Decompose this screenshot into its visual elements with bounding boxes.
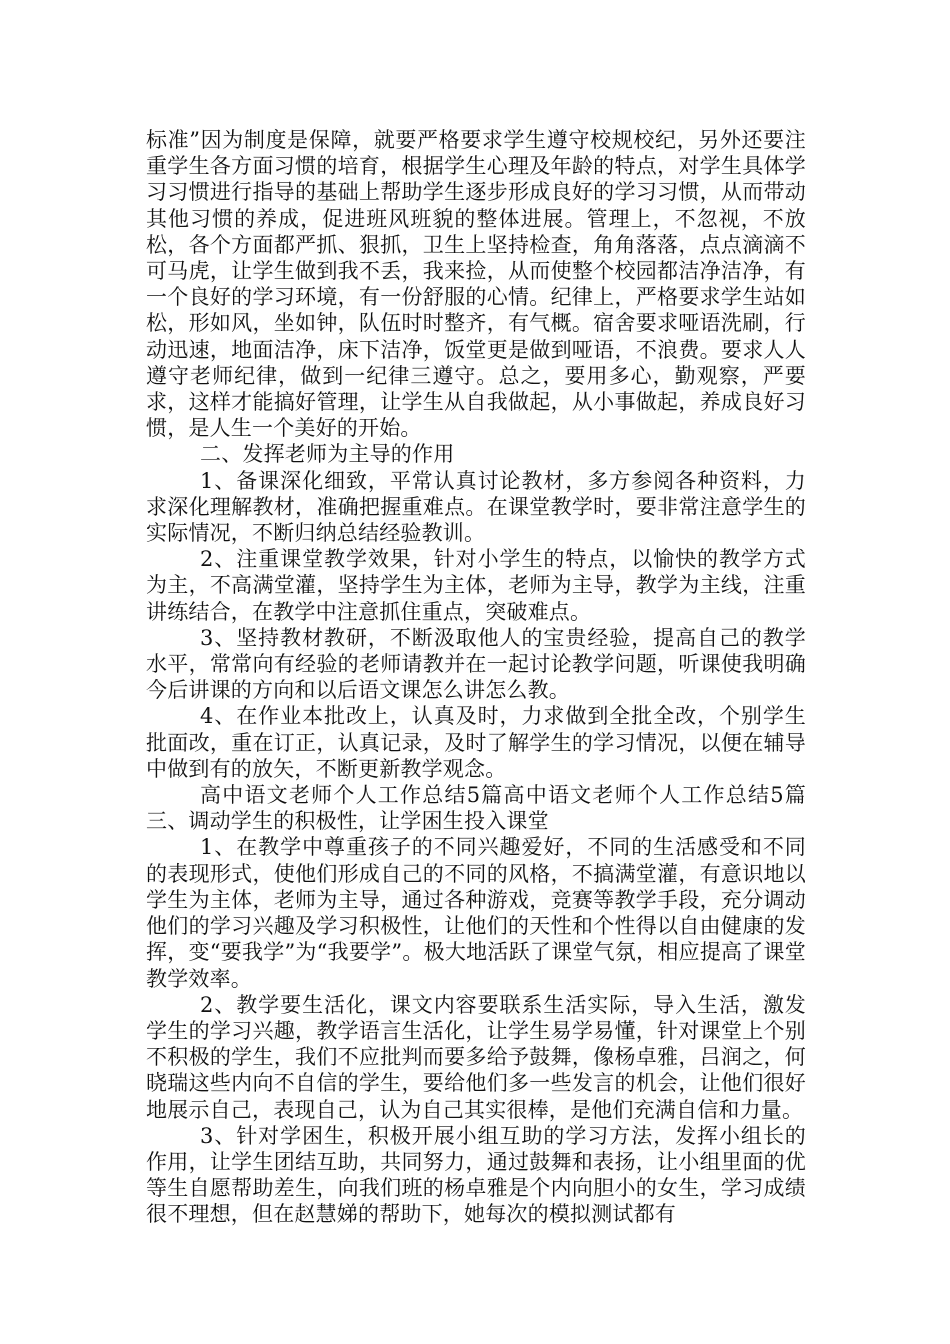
- paragraph-3-item-2: 2、教学要生活化，课文内容要联系生活实际，导入生活，激发学生的学习兴趣，教学语言生活化，让学生易学易懂，针对课堂上个别不积极的学生，我们不应批判而要多给予鼓舞，像杨卓雅，吕润之，何晓瑞这些内向不自信的学生，要给他们多一些发言的机会，让他们很好地展示自己，表现自己，认为自己其实很棒，是他们充满自信和力量。: [146, 992, 806, 1122]
- paragraph-3-item-3: 3、针对学困生，积极开展小组互助的学习方法，发挥小组长的作用，让学生团结互助，共同努力，通过鼓舞和表扬，让小组里面的优等生自愿帮助差生，向我们班的杨卓雅是个内向胆小的女生，学习成绩很不理想，但在赵慧娣的帮助下，她每次的模拟测试都有: [146, 1123, 806, 1227]
- section-heading-3: 高中语文老师个人工作总结5篇高中语文老师个人工作总结5篇三、调动学生的积极性，让学困生投入课堂: [146, 783, 806, 834]
- paragraph-1: 标准”因为制度是保障，就要严格要求学生遵守校规校纪，另外还要注重学生各方面习惯的培育，根据学生心理及年龄的特点，对学生具体学习习惯进行指导的基础上帮助学生逐步形成良好的学习习惯，从而带动其他习惯的养成，促进班风班貌的整体进展。管理上，不忽视，不放松，各个方面都严抓、狠抓，卫生上坚持检查，角角落落，点点滴滴不可马虎，让学生做到我不丢，我来捡，从而使整个校园都洁净洁净，有一个良好的学习环境，有一份舒服的心情。纪律上，严格要求学生站如松，形如风，坐如钟，队伍时时整齐，有气概。宿舍要求哑语洗刷，行动迅速，地面洁净，床下洁净，饭堂更是做到哑语，不浪费。要求人人遵守老师纪律，做到一纪律三遵守。总之，要用多心，勤观察，严要求，这样才能搞好管理，让学生从自我做起，从小事做起，养成良好习惯，是人生一个美好的开始。: [146, 128, 806, 441]
- paragraph-2-item-2: 2、注重课堂教学效果，针对小学生的特点，以愉快的教学方式为主，不高满堂灌，坚持学生为主体，老师为主导，教学为主线，注重讲练结合，在教学中注意抓住重点，突破难点。: [146, 547, 806, 624]
- paragraph-3-item-1: 1、在教学中尊重孩子的不同兴趣爱好，不同的生活感受和不同的表现形式，使他们形成自己的不同的风格，不搞满堂灌，有意识地以学生为主体，老师为主导，通过各种游戏，竞赛等教学手段，充分调动他们的学习兴趣及学习积极性，让他们的天性和个性得以自由健康的发挥，变“要我学”为“我要学”。极大地活跃了课堂气氛，相应提高了课堂教学效率。: [146, 835, 806, 991]
- paragraph-2-item-4: 4、在作业本批改上，认真及时，力求做到全批全改，个别学生批面改，重在订正，认真记录，及时了解学生的学习情况，以便在辅导中做到有的放矢，不断更新教学观念。: [146, 704, 806, 781]
- paragraph-2-item-1: 1、备课深化细致，平常认真讨论教材，多方参阅各种资料，力求深化理解教材，准确把握重难点。在课堂教学时，要非常注意学生的实际情况，不断归纳总结经验教训。: [146, 468, 806, 546]
- document-page: [146, 127, 806, 1228]
- section-heading-2: 二、发挥老师为主导的作用: [200, 442, 455, 467]
- paragraph-2-item-3: 3、坚持教材教研，不断汲取他人的宝贵经验，提高自己的教学水平，常常向有经验的老师请教并在一起讨论教学问题，听课使我明确今后讲课的方向和以后语文课怎么讲怎么教。: [146, 625, 806, 703]
